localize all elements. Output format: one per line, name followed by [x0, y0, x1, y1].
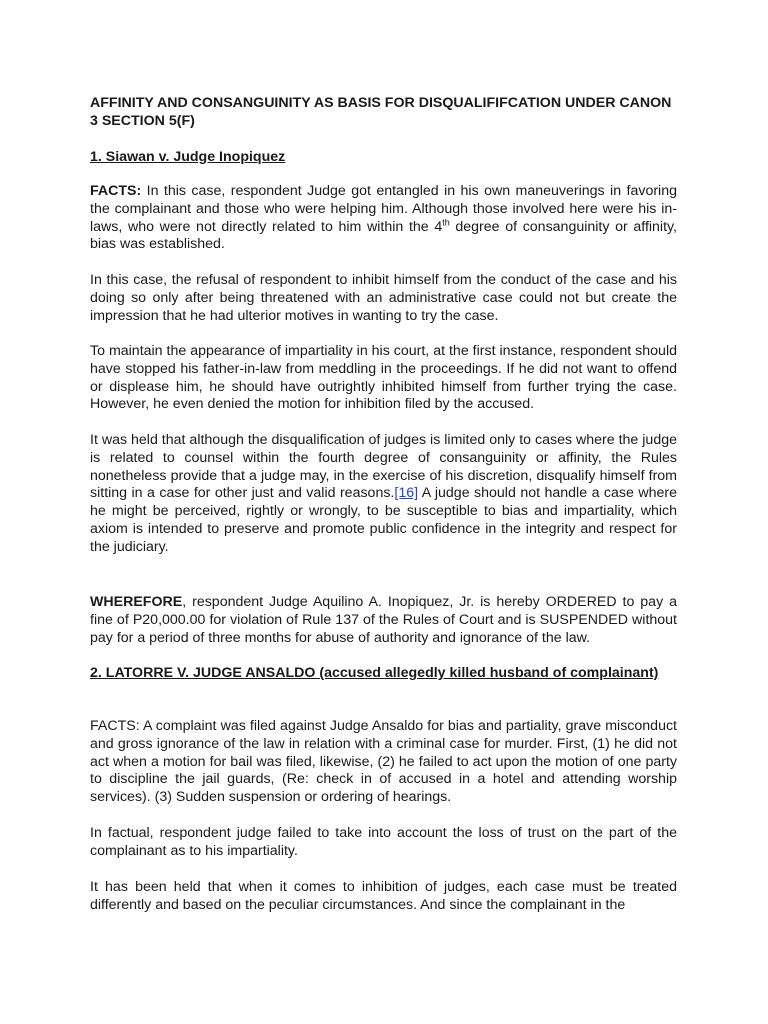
case1-facts-text-a: In this case, respondent Judge got entangled in his own maneuverings in favoring the complainant and those who were helping him. Although those involved here were his in-laws, who were not directly related to him within the 4 — [90, 183, 677, 235]
case1-facts-label: FACTS: — [90, 183, 142, 199]
document-title: AFFINITY AND CONSANGUINITY AS BASIS FOR DISQUALIFIFCATION UNDER CANON 3 SECTION 5(F) — [90, 95, 672, 129]
footnote-link-16[interactable]: [16] — [394, 485, 419, 502]
case1-heading: 1. Siawan v. Judge Inopiquez — [90, 149, 286, 165]
case1-para4-text-a: It was held that although the disqualification of judges is limited only to cases where the judge is related to counsel within the fourth degree of consanguinity or affinity, the Rules nonetheless provide that a judge may, in the exercise of his discretion, disqualify himself from sitting in a case for other just and valid reasons. — [90, 432, 677, 502]
case1-para4-text-b: A judge should not handle a case where he might be perceived, rightly or wrongly, to be susceptible to bias and impartiality, which axiom is intended to preserve and promote public confidence in the integrity and respect for the judiciary. — [90, 485, 677, 555]
case2-facts-paragraph: FACTS: A complaint was filed against Judge Ansaldo for bias and partiality, grave misconduct and gross ignorance of the law in relation with a criminal case for murder. First, (1) he did not act when a motion for bail was filed, likewise, (2) he failed to act upon the motion of one party to discipline the jail guards, (Re: check in of accused in a hotel and attending worship services). (3) Sudden suspension or ordering of hearings. — [90, 718, 677, 806]
case2-heading: 2. LATORRE V. JUDGE ANSALDO (accused allegedly killed husband of complainant) — [90, 665, 659, 681]
case1-paragraph-4 — [90, 432, 677, 557]
wherefore-label: WHEREFORE — [90, 594, 183, 610]
case1-wherefore-paragraph — [90, 594, 677, 647]
case1-facts-paragraph — [90, 183, 677, 254]
wherefore-text: , respondent Judge Aquilino A. Inopiquez, Jr. is hereby ORDERED to pay a fine of P20,000.00 for violation of Rule 137 of the Rules of Court and is SUSPENDED without pay for a period of three months for abuse of authority and ignorance of the law. — [90, 594, 677, 646]
case1-facts-text-b: degree of consanguinity or affinity, bias was established. — [90, 218, 677, 253]
case1-paragraph-3: To maintain the appearance of impartiality in his court, at the first instance, respondent should have stopped his father-in-law from meddling in the proceedings. If he did not want to offend or displease him, he should have outrightly inhibited himself from further trying the case. However, he even denied the motion for inhibition filed by the accused. — [90, 343, 677, 413]
case1-paragraph-2: In this case, the refusal of respondent to inhibit himself from the conduct of the case and his doing so only after being threatened with an administrative case could not but create the impression that he had ulterior motives in wanting to try the case. — [90, 272, 677, 324]
case1-facts-superscript: th — [442, 216, 450, 227]
case2-paragraph-2: In factual, respondent judge failed to take into account the loss of trust on the part of the complainant as to his impartiality. — [90, 825, 677, 859]
case2-paragraph-3: It has been held that when it comes to inhibition of judges, each case must be treated differently and based on the peculiar circumstances. And since the complainant in the — [90, 879, 677, 913]
